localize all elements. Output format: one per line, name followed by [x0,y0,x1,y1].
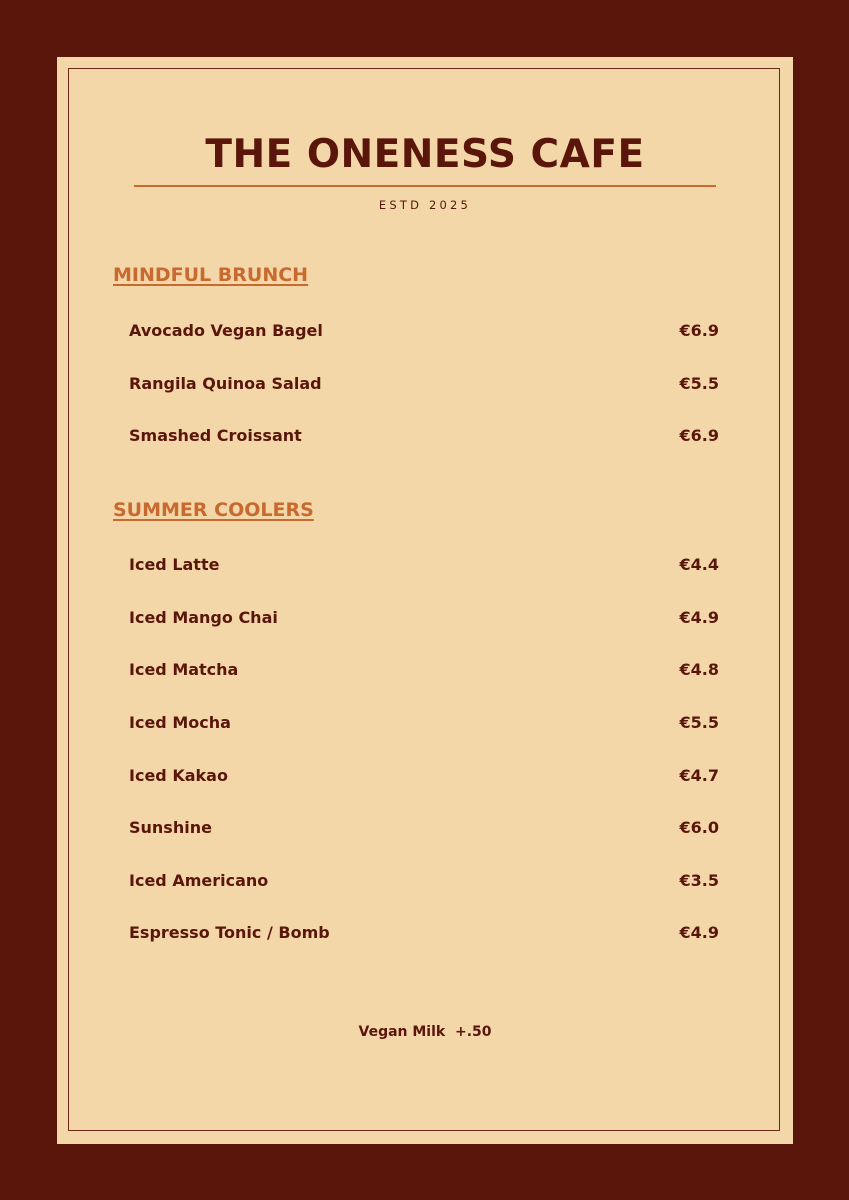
menu-item [129,657,719,681]
menu-item-price: €6.9 [679,320,719,340]
menu-item-price: €4.9 [679,607,719,627]
menu-item-name: Espresso Tonic / Bomb [129,922,330,942]
title-divider [134,185,716,187]
menu-item [129,318,719,342]
menu-item [129,868,719,892]
cafe-title: THE ONENESS CAFE [205,132,645,177]
menu-item-name: Iced Mango Chai [129,607,278,627]
menu-item [129,423,719,447]
menu-item-price: €5.5 [679,712,719,732]
menu-page [57,57,793,1144]
menu-item [129,552,719,576]
menu-item-name: Iced Americano [129,870,269,890]
menu-item-name: Avocado Vegan Bagel [129,320,323,340]
menu-item-price: €3.5 [679,870,719,890]
menu-item-name: Iced Latte [129,554,220,574]
section-heading-mindful-brunch: MINDFUL BRUNCH [113,264,309,286]
page-border [68,68,780,1131]
menu-item-name: Iced Kakao [129,765,228,785]
vegan-milk-note: Vegan Milk +.50 [358,1024,492,1040]
menu-item-name: Iced Mocha [129,712,231,732]
menu-item [129,815,719,839]
menu-item-price: €6.9 [679,425,719,445]
menu-item-price: €4.9 [679,922,719,942]
menu-item [129,371,719,395]
menu-item-price: €4.8 [679,659,719,679]
section-heading-summer-coolers: SUMMER COOLERS [113,499,314,521]
menu-item-name: Rangila Quinoa Salad [129,373,322,393]
menu-item [129,763,719,787]
menu-item-price: €4.4 [679,554,719,574]
menu-item [129,710,719,734]
menu-item-name: Sunshine [129,817,212,837]
menu-item [129,605,719,629]
menu-item-name: Iced Matcha [129,659,239,679]
menu-item-price: €5.5 [679,373,719,393]
menu-item-price: €6.0 [679,817,719,837]
menu-item [129,920,719,944]
menu-item-name: Smashed Croissant [129,425,302,445]
established-subtitle: ESTD 2025 [378,198,472,212]
menu-item-price: €4.7 [679,765,719,785]
